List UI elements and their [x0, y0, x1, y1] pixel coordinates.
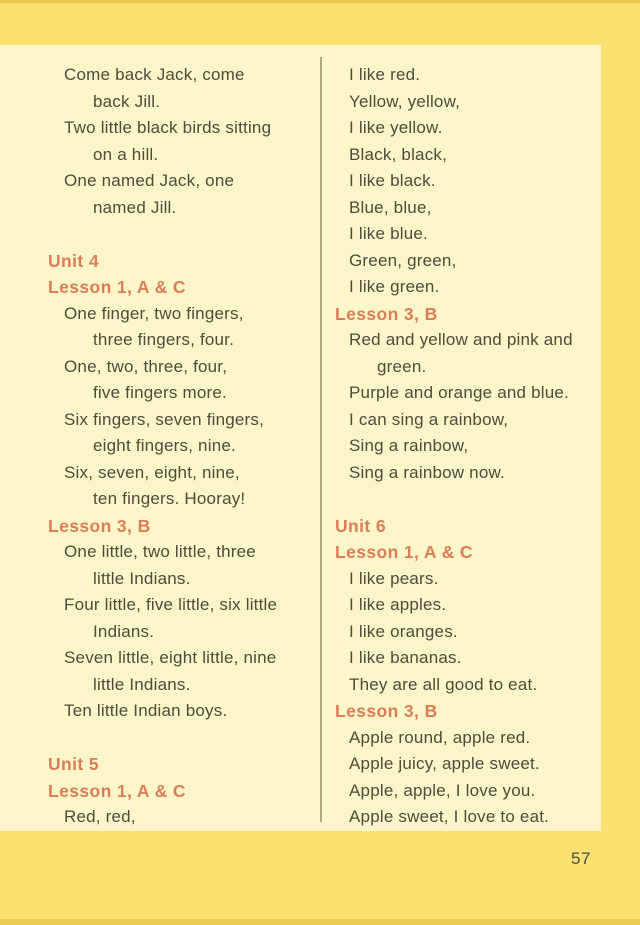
lyric-line: I like red. [349, 65, 421, 84]
lesson-heading: Lesson 3, B [335, 701, 438, 721]
blank-line [335, 486, 597, 513]
unit-heading: Unit 6 [335, 515, 387, 536]
lyric-line: Apple juicy, apple sweet. [349, 754, 540, 773]
lyric-line: I like pears. [349, 568, 439, 588]
page-number: 57 [571, 849, 591, 868]
lesson-heading: Lesson 1, A & C [335, 542, 473, 562]
page-top-edge [0, 0, 640, 3]
lyric-line: Two little black birds sitting [64, 118, 272, 137]
lyric-line: Apple, apple, I love you. [349, 780, 536, 800]
lyric-line-wrap: little Indians. [93, 568, 191, 588]
lyric-line-wrap: back Jill. [93, 91, 161, 111]
lyric-line-wrap: named Jill. [93, 197, 177, 217]
lyric-line: I like oranges. [349, 621, 458, 641]
lyric-line: Apple sweet, I love to eat. [349, 807, 550, 826]
lyrics-column-right [335, 62, 597, 831]
lyric-line-wrap: little Indians. [93, 674, 191, 694]
lesson-heading: Lesson 3, B [48, 515, 151, 536]
lyric-line-wrap: green. [377, 356, 427, 376]
lyric-line: Come back Jack, come [64, 65, 245, 84]
lyric-line: Sing a rainbow now. [349, 462, 505, 482]
lyric-line: Red, red, [64, 807, 136, 826]
lyric-line: Four little, five little, six little [64, 595, 278, 614]
lyric-line: Sing a rainbow, [349, 436, 469, 455]
lyric-line: I like bananas. [349, 648, 462, 667]
lyric-line: Blue, blue, [349, 197, 432, 217]
lyric-line: One named Jack, one [64, 171, 235, 190]
lyric-line: One little, two little, three [64, 542, 256, 561]
lyric-line: Green, green, [349, 250, 457, 270]
lyric-line: One finger, two fingers, [64, 303, 244, 323]
blank-line [48, 725, 320, 752]
blank-line [48, 221, 320, 248]
lyric-line: I like green. [349, 277, 440, 296]
page-bottom-edge [0, 919, 640, 925]
lyric-line: I can sing a rainbow, [349, 409, 509, 429]
lyric-line: Ten little Indian boys. [64, 701, 228, 720]
column-divider [320, 57, 322, 822]
lyrics-column-left [48, 62, 320, 831]
lyric-line: Purple and orange and blue. [349, 383, 569, 402]
lyric-line: They are all good to eat. [349, 674, 538, 694]
lyric-line: Six, seven, eight, nine, [64, 462, 240, 482]
lesson-heading: Lesson 3, B [335, 303, 438, 324]
lyric-line: I like apples. [349, 595, 447, 614]
lyric-line: I like blue. [349, 224, 428, 243]
lyric-line: I like yellow. [349, 118, 443, 137]
lyric-line-wrap: ten fingers. Hooray! [93, 489, 246, 508]
lyric-line: Seven little, eight little, nine [64, 648, 277, 667]
unit-heading: Unit 4 [48, 250, 100, 271]
lesson-heading: Lesson 1, A & C [48, 780, 186, 801]
lyric-line-wrap: three fingers, four. [93, 330, 235, 349]
lyric-line-wrap: five fingers more. [93, 383, 227, 402]
lyric-line: I like black. [349, 171, 436, 190]
lyric-line: Black, black, [349, 144, 448, 164]
lesson-heading: Lesson 1, A & C [48, 277, 186, 297]
lyric-line: One, two, three, four, [64, 356, 228, 376]
lyric-line-wrap: Indians. [93, 621, 155, 641]
lyric-line-wrap: on a hill. [93, 144, 159, 164]
songbook-page [0, 45, 601, 831]
lyric-line: Red and yellow and pink and [349, 330, 573, 349]
unit-heading: Unit 5 [48, 754, 100, 774]
lyric-line: Yellow, yellow, [349, 91, 461, 111]
lyric-line-wrap: eight fingers, nine. [93, 436, 236, 455]
lyric-line: Apple round, apple red. [349, 727, 531, 747]
lyric-line: Six fingers, seven fingers, [64, 409, 265, 429]
